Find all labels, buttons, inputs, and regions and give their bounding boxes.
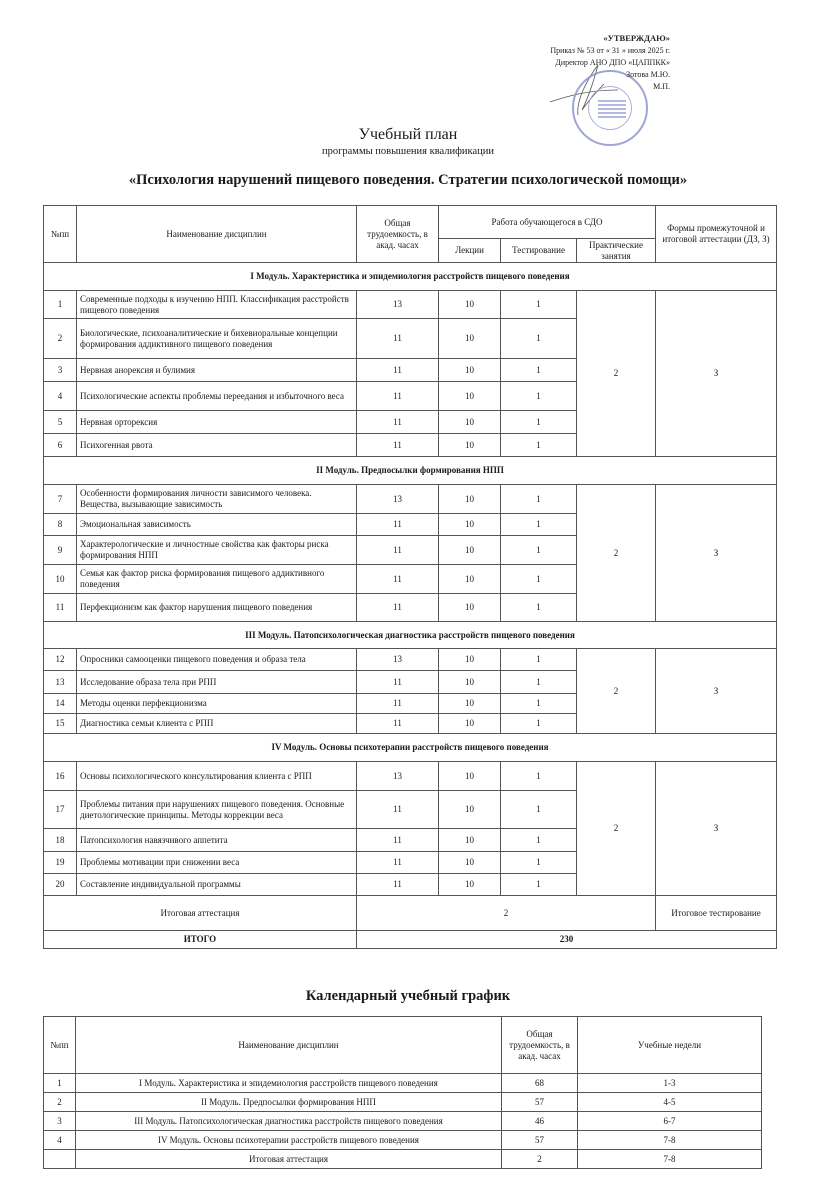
approval-seal-mark: М.П. [653, 82, 670, 91]
cal-weeks: 4-5 [578, 1093, 762, 1112]
row-testing: 1 [501, 565, 577, 594]
row-name: Методы оценки перфекционизма [77, 694, 357, 714]
module-row [44, 457, 777, 485]
row-name: Нервная орторексия [77, 411, 357, 434]
row-num: 8 [44, 514, 77, 536]
approval-block [550, 32, 670, 93]
table-row [44, 485, 777, 514]
row-lectures: 10 [439, 565, 501, 594]
module-title: II Модуль. Предпосылки формирования НПП [44, 457, 777, 485]
cal-name: IV Модуль. Основы психотерапии расстройств пищевого поведения [76, 1131, 502, 1150]
header-name: Наименование дисциплин [77, 206, 357, 263]
row-testing: 1 [501, 829, 577, 852]
row-lectures: 10 [439, 594, 501, 622]
row-total: 11 [357, 382, 439, 411]
cal-num: 4 [44, 1131, 76, 1150]
total-label: ИТОГО [44, 931, 357, 949]
calendar-row [44, 1150, 762, 1169]
row-testing: 1 [501, 791, 577, 829]
row-name: Психогенная рвота [77, 434, 357, 457]
row-name: Основы психологического консультирования клиента с РПП [77, 762, 357, 791]
row-testing: 1 [501, 671, 577, 694]
row-testing: 1 [501, 411, 577, 434]
header-forms: Формы промежуточной и итоговой аттестации (ДЗ, З) [656, 206, 777, 263]
row-num: 18 [44, 829, 77, 852]
header-work: Работа обучающегося в СДО [439, 206, 656, 239]
row-name: Биологические, психоаналитические и бихевиоральные концепции формирования аддиктивного пищевого поведения [77, 319, 357, 359]
row-num: 11 [44, 594, 77, 622]
cal-hours: 57 [502, 1093, 578, 1112]
row-testing: 1 [501, 434, 577, 457]
cal-hours: 57 [502, 1131, 578, 1150]
row-lectures: 10 [439, 514, 501, 536]
row-lectures: 10 [439, 791, 501, 829]
program-name: «Психология нарушений пищевого поведения. Стратегии психологической помощи» [128, 172, 688, 188]
header-practice: Практические занятия [577, 239, 656, 263]
row-total: 11 [357, 714, 439, 734]
module-form: З [656, 485, 777, 622]
row-total: 11 [357, 874, 439, 896]
row-name: Особенности формирования личности зависимого человека. Вещества, вызывающие зависимость [77, 485, 357, 514]
row-num: 5 [44, 411, 77, 434]
row-name: Исследование образа тела при РПП [77, 671, 357, 694]
row-num: 13 [44, 671, 77, 694]
row-testing: 1 [501, 514, 577, 536]
cal-hours: 2 [502, 1150, 578, 1169]
row-lectures: 10 [439, 671, 501, 694]
calendar-title: Календарный учебный график [305, 988, 511, 1004]
row-lectures: 10 [439, 291, 501, 319]
cal-name: II Модуль. Предпосылки формирования НПП [76, 1093, 502, 1112]
row-total: 11 [357, 594, 439, 622]
row-lectures: 10 [439, 359, 501, 382]
table-row [44, 649, 777, 671]
row-lectures: 10 [439, 382, 501, 411]
row-lectures: 10 [439, 852, 501, 874]
approval-order: Приказ № 53 от « 31 » июля 2025 г. [550, 46, 670, 55]
calendar-row [44, 1112, 762, 1131]
cal-hours: 68 [502, 1074, 578, 1093]
module-row [44, 263, 777, 291]
row-num: 14 [44, 694, 77, 714]
cal-weeks: 1-3 [578, 1074, 762, 1093]
cal-weeks: 7-8 [578, 1131, 762, 1150]
row-total: 13 [357, 485, 439, 514]
row-total: 11 [357, 694, 439, 714]
cal-name: III Модуль. Патопсихологическая диагностика расстройств пищевого поведения [76, 1112, 502, 1131]
row-testing: 1 [501, 319, 577, 359]
row-total: 11 [357, 411, 439, 434]
row-total: 11 [357, 319, 439, 359]
row-name: Нервная анорексия и булимия [77, 359, 357, 382]
row-name: Характерологические и личностные свойства как факторы риска формирования НПП [77, 536, 357, 565]
row-lectures: 10 [439, 874, 501, 896]
row-num: 9 [44, 536, 77, 565]
row-total: 13 [357, 291, 439, 319]
cal-num: 3 [44, 1112, 76, 1131]
table-row [44, 762, 777, 791]
row-testing: 1 [501, 694, 577, 714]
header-num: №пп [44, 206, 77, 263]
row-total: 13 [357, 762, 439, 791]
cal-header-total: Общая трудоемкость, в акад. часах [502, 1017, 578, 1074]
header-lectures: Лекции [439, 239, 501, 263]
row-name: Составление индивидуальной программы [77, 874, 357, 896]
cal-num [44, 1150, 76, 1169]
module-title: I Модуль. Характеристика и эпидемиология расстройств пищевого поведения [44, 263, 777, 291]
row-num: 7 [44, 485, 77, 514]
row-num: 16 [44, 762, 77, 791]
row-total: 11 [357, 791, 439, 829]
row-num: 10 [44, 565, 77, 594]
row-total: 11 [357, 434, 439, 457]
cal-name: Итоговая аттестация [76, 1150, 502, 1169]
module-practice: 2 [577, 291, 656, 457]
cal-hours: 46 [502, 1112, 578, 1131]
row-name: Проблемы мотивации при снижении веса [77, 852, 357, 874]
row-name: Патопсихология навязчивого аппетита [77, 829, 357, 852]
row-name: Эмоциональная зависимость [77, 514, 357, 536]
document-title: Учебный план [358, 126, 458, 143]
cal-num: 1 [44, 1074, 76, 1093]
row-lectures: 10 [439, 762, 501, 791]
row-num: 2 [44, 319, 77, 359]
calendar-row [44, 1074, 762, 1093]
row-num: 19 [44, 852, 77, 874]
final-form: Итоговое тестирование [656, 896, 777, 931]
final-hours: 2 [357, 896, 656, 931]
row-name: Семья как фактор риска формирования пищевого аддиктивного поведения [77, 565, 357, 594]
row-lectures: 10 [439, 829, 501, 852]
row-name: Диагностика семьи клиента с РПП [77, 714, 357, 734]
module-row [44, 622, 777, 649]
final-attestation-row [44, 896, 777, 931]
row-testing: 1 [501, 485, 577, 514]
row-testing: 1 [501, 714, 577, 734]
module-practice: 2 [577, 649, 656, 734]
cal-header-name: Наименование дисциплин [76, 1017, 502, 1074]
cal-weeks: 6-7 [578, 1112, 762, 1131]
row-total: 11 [357, 359, 439, 382]
header-total: Общая трудоемкость, в акад. часах [357, 206, 439, 263]
cal-name: I Модуль. Характеристика и эпидемиология расстройств пищевого поведения [76, 1074, 502, 1093]
row-lectures: 10 [439, 536, 501, 565]
row-num: 4 [44, 382, 77, 411]
row-testing: 1 [501, 649, 577, 671]
row-lectures: 10 [439, 485, 501, 514]
approval-heading: «УТВЕРЖДАЮ» [603, 33, 670, 43]
curriculum-table [43, 205, 777, 949]
module-form: З [656, 649, 777, 734]
calendar-row [44, 1131, 762, 1150]
row-num: 6 [44, 434, 77, 457]
row-lectures: 10 [439, 319, 501, 359]
cal-num: 2 [44, 1093, 76, 1112]
row-testing: 1 [501, 594, 577, 622]
row-name: Опросники самооценки пищевого поведения и образа тела [77, 649, 357, 671]
calendar-row [44, 1093, 762, 1112]
header-testing: Тестирование [501, 239, 577, 263]
row-lectures: 10 [439, 694, 501, 714]
row-testing: 1 [501, 291, 577, 319]
row-lectures: 10 [439, 714, 501, 734]
cal-weeks: 7-8 [578, 1150, 762, 1169]
final-label: Итоговая аттестация [44, 896, 357, 931]
module-practice: 2 [577, 485, 656, 622]
row-total: 13 [357, 649, 439, 671]
row-total: 11 [357, 829, 439, 852]
row-testing: 1 [501, 382, 577, 411]
document-subtitle: программы повышения квалификации [321, 146, 495, 157]
total-hours: 230 [357, 931, 777, 949]
module-practice: 2 [577, 762, 656, 896]
row-total: 11 [357, 671, 439, 694]
cal-header-weeks: Учебные недели [578, 1017, 762, 1074]
row-testing: 1 [501, 852, 577, 874]
row-testing: 1 [501, 874, 577, 896]
row-lectures: 10 [439, 649, 501, 671]
row-num: 3 [44, 359, 77, 382]
row-name: Современные подходы к изучению НПП. Классификация расстройств пищевого поведения [77, 291, 357, 319]
row-total: 11 [357, 565, 439, 594]
row-name: Проблемы питания при нарушениях пищевого поведения. Основные диетологические принципы. Методы коррекции веса [77, 791, 357, 829]
module-form: З [656, 291, 777, 457]
module-row [44, 734, 777, 762]
row-num: 12 [44, 649, 77, 671]
row-total: 11 [357, 852, 439, 874]
row-name: Перфекционизм как фактор нарушения пищевого поведения [77, 594, 357, 622]
calendar-table [43, 1016, 762, 1169]
approval-name: Зотова М.Ю. [626, 70, 670, 79]
row-num: 20 [44, 874, 77, 896]
module-title: III Модуль. Патопсихологическая диагностика расстройств пищевого поведения [44, 622, 777, 649]
row-total: 11 [357, 536, 439, 565]
row-total: 11 [357, 514, 439, 536]
row-lectures: 10 [439, 434, 501, 457]
cal-header-num: №пп [44, 1017, 76, 1074]
module-title: IV Модуль. Основы психотерапии расстройств пищевого поведения [44, 734, 777, 762]
table-row [44, 291, 777, 319]
module-form: З [656, 762, 777, 896]
row-num: 1 [44, 291, 77, 319]
row-num: 15 [44, 714, 77, 734]
row-testing: 1 [501, 359, 577, 382]
row-num: 17 [44, 791, 77, 829]
row-testing: 1 [501, 762, 577, 791]
row-lectures: 10 [439, 411, 501, 434]
row-name: Психологические аспекты проблемы переедания и избыточного веса [77, 382, 357, 411]
total-row [44, 931, 777, 949]
row-testing: 1 [501, 536, 577, 565]
approval-position: Директор АНО ДПО «ЦАППКК» [555, 58, 670, 67]
